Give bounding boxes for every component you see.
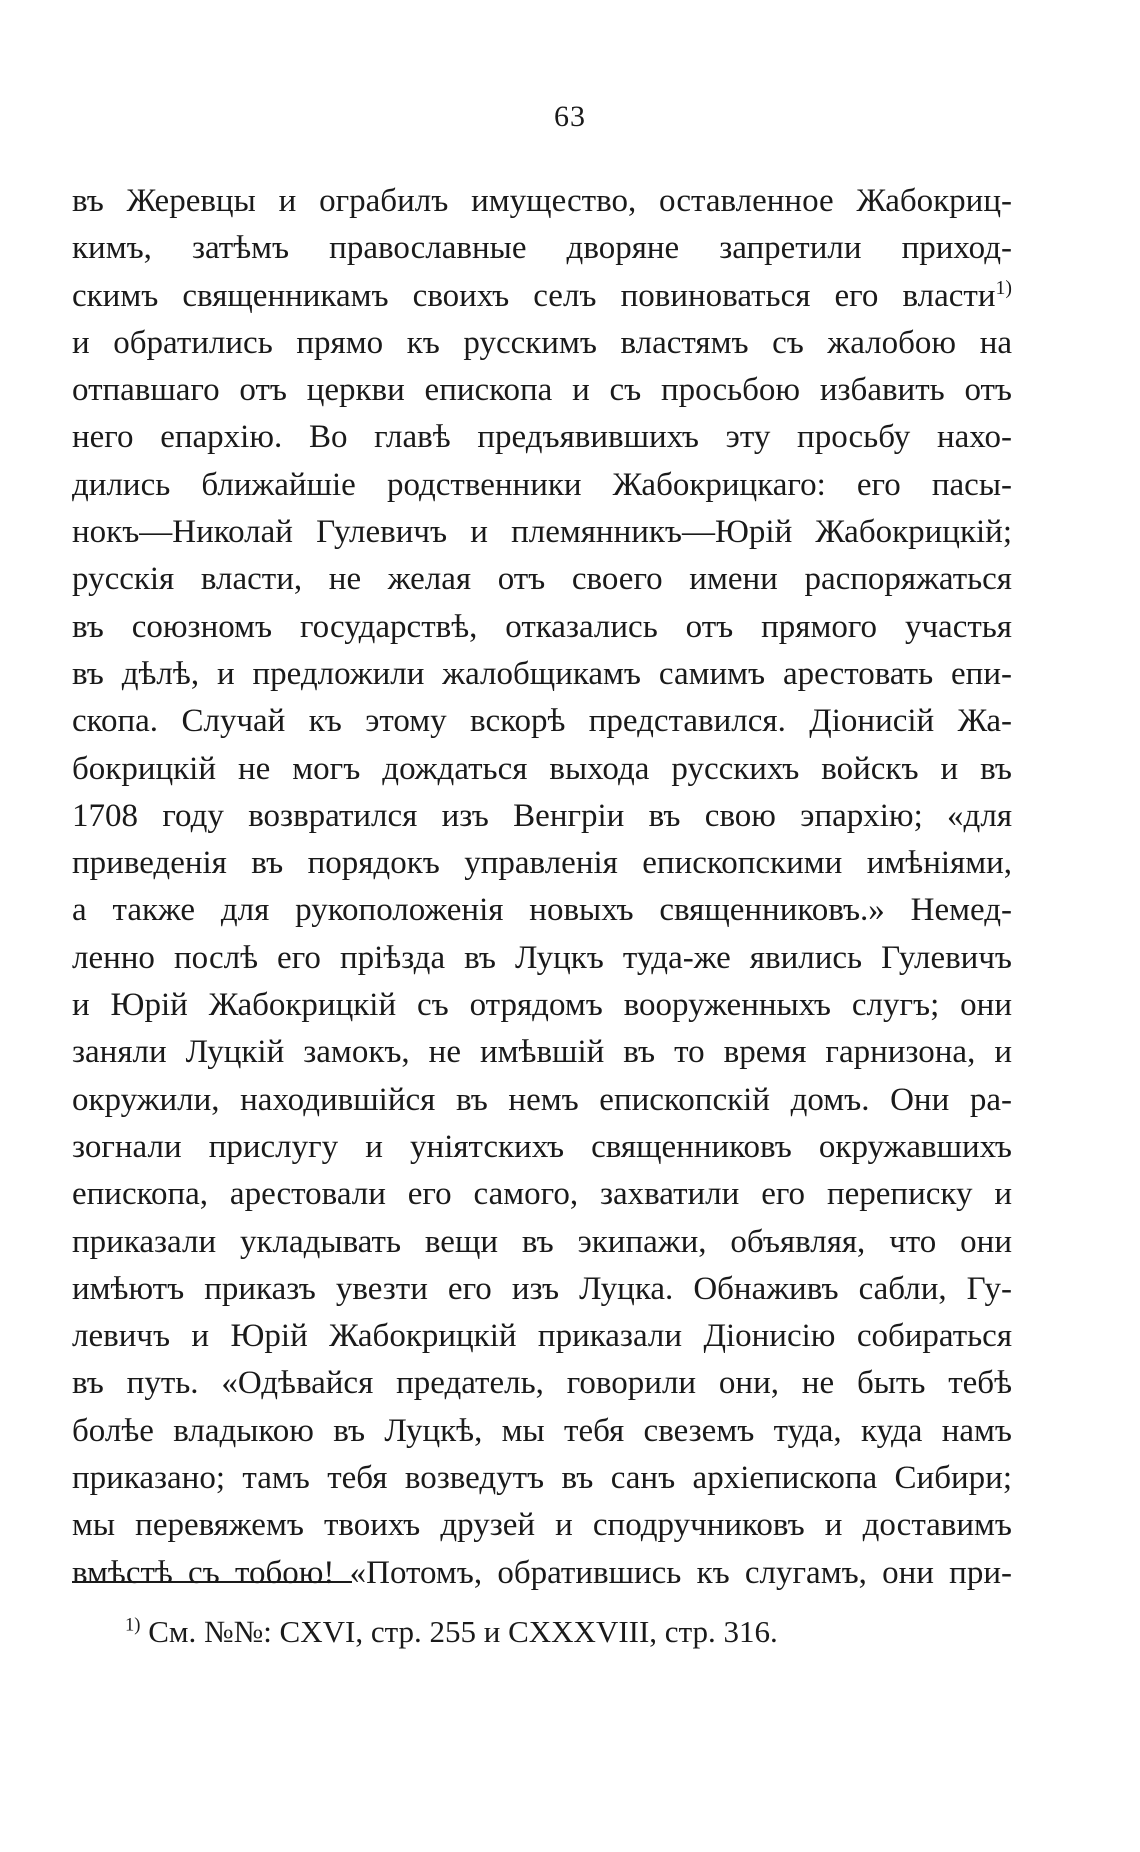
text-line <box>72 1077 1012 1124</box>
footnote-reference: 1) <box>995 276 1012 299</box>
text-line-content: въ союзномъ государствѣ, отказались отъ прямого участья <box>72 608 1012 645</box>
text-line-content: нокъ—Николай Гулевичъ и племянникъ—Юрій Жабокрицкій; <box>72 514 1012 551</box>
text-line <box>72 1266 1012 1313</box>
text-line-content: а также для рукоположенія новыхъ священниковъ.» Немед- <box>72 892 1012 929</box>
text-line-content: въ путь. «Одѣвайся предатель, говорили они, не быть тебѣ <box>72 1365 1012 1402</box>
text-line-content: заняли Луцкій замокъ, не имѣвшій въ то время гарнизона, и <box>72 1034 1012 1071</box>
text-line <box>72 1360 1012 1407</box>
text-line-content: левичъ и Юрій Жабокрицкій приказали Діонисію собираться <box>72 1318 1012 1355</box>
text-line-content: приведенія въ порядокъ управленія епископскими имѣніями, <box>72 845 1012 882</box>
text-line-content: 1708 году возвратился изъ Венгріи въ свою эпархію; «для <box>72 797 1012 834</box>
text-line <box>72 178 1012 225</box>
text-line <box>72 887 1012 934</box>
text-line <box>72 746 1012 793</box>
text-line-content: болѣе владыкою въ Луцкѣ, мы тебя свеземъ туда, куда намъ <box>72 1412 1012 1449</box>
text-line-content: приказано; тамъ тебя возведутъ въ санъ архіепископа Сибири; <box>72 1460 1012 1497</box>
text-line-content: окружили, находившійся въ немъ епископскій домъ. Они ра- <box>72 1081 1012 1118</box>
text-line <box>72 1171 1012 1218</box>
text-line <box>72 1550 1012 1597</box>
text-line <box>72 1455 1012 1502</box>
text-line <box>72 651 1012 698</box>
text-line <box>72 1124 1012 1171</box>
text-line-content: ленно послѣ его пріѣзда въ Луцкъ туда-же явились Гулевичъ <box>72 939 1012 976</box>
footnote-rule <box>72 1581 352 1583</box>
text-line-content: въ Жеревцы и ограбилъ имущество, оставленное Жабокриц- <box>72 183 1012 219</box>
text-line-content: него епархію. Во главѣ предъявившихъ эту просьбу нахо- <box>72 419 1012 456</box>
text-line-content: дились ближайшіе родственники Жабокрицкаго: его пасы- <box>72 466 1012 503</box>
text-line <box>72 225 1012 272</box>
text-line-content: и обратились прямо къ русскимъ властямъ съ жалобою на <box>72 324 1012 361</box>
text-line <box>72 462 1012 509</box>
text-line <box>72 1313 1012 1360</box>
text-line-content: имѣютъ приказъ увезти его изъ Луцка. Обнаживъ сабли, Гу- <box>72 1270 1012 1307</box>
text-line <box>72 698 1012 745</box>
footnote-text: См. №№: CXVI, стр. 255 и CXXXVIII, стр. 316. <box>140 1614 778 1649</box>
text-line-content: отпавшаго отъ церкви епископа и съ просьбою избавить отъ <box>72 372 1012 409</box>
text-line <box>72 367 1012 414</box>
text-line-content: и Юрій Жабокрицкій съ отрядомъ вооруженныхъ слугъ; они <box>72 987 1012 1024</box>
text-line-content: бокрицкій не могъ дождаться выхода русскихъ войскъ и въ <box>72 750 1012 787</box>
text-line-content: вмѣстѣ съ тобою! «Потомъ, обратившись къ слугамъ, они при- <box>72 1554 1012 1591</box>
text-line <box>72 556 1012 603</box>
text-line <box>72 414 1012 461</box>
text-line-content: скопа. Случай къ этому вскорѣ представился. Діонисій Жа- <box>72 703 1012 740</box>
text-line-content: зогнали прислугу и уніятскихъ священниковъ окружавшихъ <box>72 1128 1012 1165</box>
text-line <box>72 982 1012 1029</box>
text-line <box>72 273 1012 320</box>
text-line-content: въ дѣлѣ, и предложили жалобщикамъ самимъ арестовать епи- <box>72 655 1012 692</box>
text-line-content: мы перевяжемъ твоихъ друзей и сподручниковъ и доставимъ <box>72 1507 1012 1544</box>
text-line-content: приказали укладывать вещи въ экипажи, объявляя, что они <box>72 1223 1012 1260</box>
text-line <box>72 1502 1012 1549</box>
text-line <box>72 1029 1012 1076</box>
footnote-marker: 1) <box>125 1614 141 1636</box>
text-line-content: скимъ священникамъ своихъ селъ повиноваться его власти <box>72 277 996 314</box>
text-line-content: епископа, арестовали его самого, захватили его переписку и <box>72 1176 1012 1213</box>
text-line <box>72 793 1012 840</box>
text-line <box>72 1408 1012 1455</box>
footnote <box>125 1612 778 1652</box>
body-text <box>72 178 1012 1597</box>
text-line <box>72 1219 1012 1266</box>
text-line-content: русскія власти, не желая отъ своего имени распоряжаться <box>72 561 1012 598</box>
text-line <box>72 509 1012 556</box>
page-number: 63 <box>554 100 586 133</box>
text-line <box>72 320 1012 367</box>
text-line <box>72 840 1012 887</box>
text-line <box>72 604 1012 651</box>
text-line <box>72 935 1012 982</box>
text-line-content: кимъ, затѣмъ православные дворяне запретили приход- <box>72 230 1012 267</box>
